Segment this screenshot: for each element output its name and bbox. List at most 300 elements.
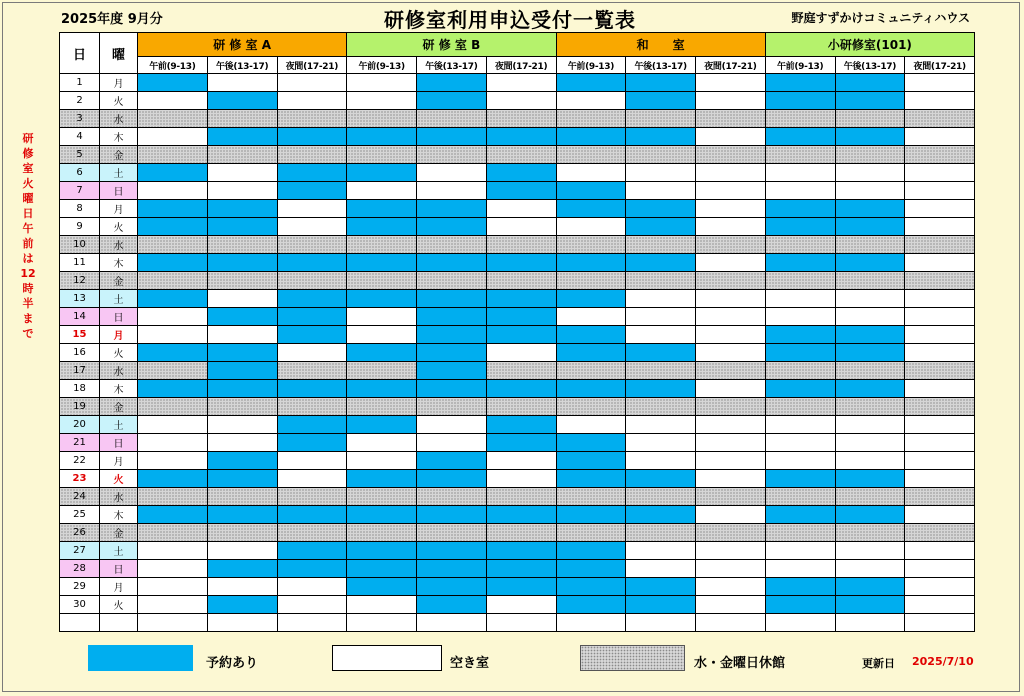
slot-cell-closed xyxy=(347,272,417,290)
slot-cell-closed xyxy=(835,488,905,506)
day-cell: 9 xyxy=(60,218,100,236)
slot-cell-booked xyxy=(486,164,556,182)
slot-cell-free xyxy=(556,92,626,110)
slot-cell-booked xyxy=(138,74,208,92)
slot-cell-free xyxy=(696,200,766,218)
slot-cell-booked xyxy=(556,128,626,146)
slot-cell-free xyxy=(696,92,766,110)
slot-cell-free xyxy=(696,218,766,236)
day-cell: 10 xyxy=(60,236,100,254)
slot-cell-free xyxy=(626,308,696,326)
slot-cell-free xyxy=(277,470,347,488)
table-row xyxy=(60,146,975,164)
slot-cell-booked xyxy=(835,380,905,398)
slot-cell-booked xyxy=(417,560,487,578)
slot-cell-closed xyxy=(905,362,975,380)
day-cell: 17 xyxy=(60,362,100,380)
legend-closed-label: 水・金曜日休館 xyxy=(694,656,786,671)
weekday-cell: 火 xyxy=(100,344,138,362)
slot-cell-booked xyxy=(835,344,905,362)
slot-cell-free xyxy=(277,218,347,236)
slot-cell-booked xyxy=(835,254,905,272)
slot-cell-free xyxy=(765,434,835,452)
slot-cell-booked xyxy=(277,254,347,272)
slot-cell-booked xyxy=(277,326,347,344)
table-row xyxy=(60,452,975,470)
slot-cell-free xyxy=(207,326,277,344)
slot-cell-free xyxy=(696,344,766,362)
slot-cell-booked xyxy=(835,470,905,488)
room-header-small-101: 小研修室(101) xyxy=(765,33,974,57)
slot-cell-booked xyxy=(417,506,487,524)
table-row xyxy=(60,470,975,488)
slot-cell-booked xyxy=(556,290,626,308)
slot-cell-closed xyxy=(138,362,208,380)
slot-cell-closed xyxy=(696,110,766,128)
slot-cell-closed xyxy=(556,110,626,128)
slot-cell-free xyxy=(417,416,487,434)
slot-cell-free xyxy=(696,416,766,434)
slot-cell-free xyxy=(696,254,766,272)
day-cell: 18 xyxy=(60,380,100,398)
slot-cell-free xyxy=(835,452,905,470)
slot-cell-free xyxy=(486,452,556,470)
slot-cell-closed xyxy=(347,362,417,380)
room-header-b: 研 修 室 B xyxy=(347,33,556,57)
slot-cell-free xyxy=(626,434,696,452)
slot-cell-free xyxy=(835,560,905,578)
slot-cell-free xyxy=(696,290,766,308)
slot-cell-closed xyxy=(138,272,208,290)
slot-cell-booked xyxy=(835,74,905,92)
slot-cell-booked xyxy=(207,560,277,578)
day-cell: 30 xyxy=(60,596,100,614)
slot-cell-closed xyxy=(696,236,766,254)
slot-cell-free xyxy=(207,416,277,434)
slot-cell-closed xyxy=(556,272,626,290)
slot-cell-booked xyxy=(765,254,835,272)
day-cell: 13 xyxy=(60,290,100,308)
slot-cell-booked xyxy=(207,254,277,272)
slot-cell-closed xyxy=(905,488,975,506)
slot-cell-free xyxy=(696,182,766,200)
table-row xyxy=(60,434,975,452)
slot-cell-booked xyxy=(417,362,487,380)
day-cell: 16 xyxy=(60,344,100,362)
slot-cell-closed xyxy=(417,488,487,506)
slot-cell-closed xyxy=(277,110,347,128)
weekday-cell: 木 xyxy=(100,506,138,524)
table-row xyxy=(60,182,975,200)
slot-cell-free xyxy=(347,452,417,470)
table-row xyxy=(60,326,975,344)
slot-cell-booked xyxy=(138,218,208,236)
slot-cell-free xyxy=(835,308,905,326)
slot-cell-closed xyxy=(277,272,347,290)
slot-cell-free xyxy=(835,164,905,182)
slot-cell-free xyxy=(138,416,208,434)
slot-cell-free xyxy=(417,614,487,632)
slot-cell-free xyxy=(905,416,975,434)
slot-cell-booked xyxy=(207,380,277,398)
slot-cell-free xyxy=(905,470,975,488)
day-cell: 26 xyxy=(60,524,100,542)
slot-cell-free xyxy=(347,326,417,344)
slot-cell-free xyxy=(835,434,905,452)
day-cell: 12 xyxy=(60,272,100,290)
slot-cell-free xyxy=(905,344,975,362)
table-row xyxy=(60,92,975,110)
slot-cell-booked xyxy=(417,470,487,488)
table-row xyxy=(60,308,975,326)
slot-cell-booked xyxy=(765,506,835,524)
slot-cell-closed xyxy=(207,272,277,290)
table-row xyxy=(60,272,975,290)
slot-cell-closed xyxy=(765,398,835,416)
table-row xyxy=(60,542,975,560)
slot-cell-free xyxy=(765,560,835,578)
slot-cell-closed xyxy=(347,236,417,254)
slot-cell-free xyxy=(138,578,208,596)
slot-cell-free xyxy=(556,164,626,182)
slot-cell-closed xyxy=(347,110,417,128)
day-cell: 6 xyxy=(60,164,100,182)
slot-cell-free xyxy=(765,182,835,200)
weekday-cell: 金 xyxy=(100,146,138,164)
table-row xyxy=(60,506,975,524)
slot-cell-booked xyxy=(347,200,417,218)
slot-cell-booked xyxy=(277,434,347,452)
slot-cell-booked xyxy=(556,596,626,614)
slot-cell-free xyxy=(556,218,626,236)
slot-cell-free xyxy=(696,308,766,326)
day-cell: 27 xyxy=(60,542,100,560)
slot-cell-closed xyxy=(835,146,905,164)
weekday-cell: 金 xyxy=(100,272,138,290)
slot-cell-free xyxy=(626,614,696,632)
slot-cell-closed xyxy=(138,524,208,542)
slot-cell-closed xyxy=(417,398,487,416)
slot-cell-closed xyxy=(835,362,905,380)
slot-cell-free xyxy=(696,560,766,578)
slot-cell-booked xyxy=(207,362,277,380)
slot-header: 午前(9-13) xyxy=(556,57,626,74)
slot-cell-booked xyxy=(626,380,696,398)
slot-cell-booked xyxy=(417,308,487,326)
slot-cell-closed xyxy=(138,488,208,506)
slot-cell-booked xyxy=(486,506,556,524)
slot-cell-closed xyxy=(905,524,975,542)
slot-cell-free xyxy=(696,542,766,560)
slot-cell-booked xyxy=(626,596,696,614)
slot-cell-closed xyxy=(207,236,277,254)
slot-cell-free xyxy=(696,578,766,596)
slot-cell-booked xyxy=(835,596,905,614)
slot-cell-closed xyxy=(486,146,556,164)
slot-cell-booked xyxy=(556,326,626,344)
slot-cell-booked xyxy=(765,218,835,236)
slot-cell-free xyxy=(207,290,277,308)
slot-cell-free xyxy=(905,380,975,398)
slot-cell-booked xyxy=(626,344,696,362)
table-row xyxy=(60,254,975,272)
table-row xyxy=(60,488,975,506)
table-row xyxy=(60,380,975,398)
updated-label: 更新日 xyxy=(862,657,895,670)
slot-cell-booked xyxy=(277,164,347,182)
slot-cell-booked xyxy=(347,542,417,560)
slot-cell-closed xyxy=(835,272,905,290)
slot-cell-booked xyxy=(347,560,417,578)
slot-cell-closed xyxy=(626,146,696,164)
slot-cell-closed xyxy=(765,236,835,254)
slot-header: 午後(13-17) xyxy=(417,57,487,74)
slot-cell-free xyxy=(696,452,766,470)
slot-cell-booked xyxy=(486,416,556,434)
slot-cell-booked xyxy=(277,182,347,200)
slot-cell-booked xyxy=(207,308,277,326)
slot-cell-booked xyxy=(417,326,487,344)
weekday-cell: 火 xyxy=(100,218,138,236)
slot-cell-booked xyxy=(347,218,417,236)
slot-cell-closed xyxy=(207,110,277,128)
slot-cell-free xyxy=(207,578,277,596)
slot-cell-booked xyxy=(765,128,835,146)
slot-cell-free xyxy=(486,470,556,488)
weekday-cell: 金 xyxy=(100,524,138,542)
slot-cell-booked xyxy=(486,542,556,560)
slot-cell-free xyxy=(347,92,417,110)
slot-cell-closed xyxy=(486,236,556,254)
slot-cell-closed xyxy=(486,524,556,542)
slot-cell-free xyxy=(905,92,975,110)
slot-cell-free xyxy=(207,434,277,452)
side-note: 研 修 室 火 曜 日 午 前 は 12 時 半 ま で xyxy=(20,132,36,340)
slot-cell-free xyxy=(207,74,277,92)
slot-cell-free xyxy=(835,614,905,632)
slot-cell-booked xyxy=(347,470,417,488)
slot-header: 午前(9-13) xyxy=(138,57,208,74)
table-row xyxy=(60,218,975,236)
slot-cell-booked xyxy=(417,200,487,218)
slot-cell-closed xyxy=(347,524,417,542)
slot-cell-closed xyxy=(277,362,347,380)
slot-cell-booked xyxy=(207,470,277,488)
weekday-cell: 月 xyxy=(100,578,138,596)
slot-cell-closed xyxy=(417,524,487,542)
weekday-cell: 火 xyxy=(100,470,138,488)
slot-cell-closed xyxy=(765,110,835,128)
slot-cell-free xyxy=(696,326,766,344)
slot-cell-free xyxy=(486,218,556,236)
slot-cell-closed xyxy=(486,272,556,290)
slot-cell-free xyxy=(277,344,347,362)
slot-cell-free xyxy=(835,416,905,434)
slot-cell-booked xyxy=(556,578,626,596)
weekday-cell: 日 xyxy=(100,308,138,326)
slot-cell-booked xyxy=(765,380,835,398)
slot-cell-free xyxy=(486,92,556,110)
slot-cell-booked xyxy=(138,290,208,308)
slot-cell-closed xyxy=(835,110,905,128)
slot-cell-booked xyxy=(835,326,905,344)
slot-cell-closed xyxy=(905,398,975,416)
slot-cell-free xyxy=(626,560,696,578)
slot-cell-booked xyxy=(207,128,277,146)
slot-cell-booked xyxy=(347,128,417,146)
slot-cell-booked xyxy=(486,182,556,200)
slot-cell-free xyxy=(138,182,208,200)
slot-header: 午前(9-13) xyxy=(765,57,835,74)
slot-cell-booked xyxy=(486,560,556,578)
slot-cell-closed xyxy=(277,488,347,506)
slot-cell-booked xyxy=(556,380,626,398)
slot-cell-closed xyxy=(905,146,975,164)
table-row xyxy=(60,362,975,380)
slot-cell-free xyxy=(626,182,696,200)
slot-cell-free xyxy=(556,308,626,326)
slot-cell-free xyxy=(905,542,975,560)
slot-cell-closed xyxy=(486,488,556,506)
slot-cell-booked xyxy=(347,164,417,182)
slot-cell-booked xyxy=(626,254,696,272)
slot-cell-booked xyxy=(138,164,208,182)
slot-cell-free xyxy=(138,542,208,560)
slot-cell-free xyxy=(347,434,417,452)
slot-cell-booked xyxy=(417,542,487,560)
slot-cell-free xyxy=(905,452,975,470)
slot-cell-closed xyxy=(138,146,208,164)
slot-cell-booked xyxy=(417,452,487,470)
weekday-cell: 土 xyxy=(100,542,138,560)
slot-cell-booked xyxy=(765,200,835,218)
weekday-cell: 月 xyxy=(100,452,138,470)
slot-cell-booked xyxy=(556,560,626,578)
slot-cell-closed xyxy=(347,488,417,506)
weekday-cell: 水 xyxy=(100,488,138,506)
table-row xyxy=(60,128,975,146)
slot-cell-booked xyxy=(556,344,626,362)
slot-cell-free xyxy=(347,308,417,326)
day-cell: 1 xyxy=(60,74,100,92)
slot-cell-closed xyxy=(347,398,417,416)
slot-cell-booked xyxy=(765,74,835,92)
slot-cell-booked xyxy=(556,452,626,470)
table-row xyxy=(60,200,975,218)
slot-cell-closed xyxy=(556,362,626,380)
slot-cell-free xyxy=(138,326,208,344)
weekday-cell: 木 xyxy=(100,254,138,272)
day-cell: 8 xyxy=(60,200,100,218)
weekday-cell: 日 xyxy=(100,560,138,578)
slot-cell-booked xyxy=(556,74,626,92)
slot-cell-free xyxy=(556,614,626,632)
slot-cell-booked xyxy=(207,506,277,524)
table-row xyxy=(60,596,975,614)
slot-cell-free xyxy=(207,614,277,632)
slot-cell-free xyxy=(696,128,766,146)
period-label: 2025年度 9月分 xyxy=(61,12,163,27)
slot-cell-booked xyxy=(138,344,208,362)
slot-cell-booked xyxy=(835,506,905,524)
slot-cell-free xyxy=(138,308,208,326)
slot-cell-free xyxy=(696,74,766,92)
slot-cell-booked xyxy=(486,380,556,398)
slot-cell-booked xyxy=(347,416,417,434)
slot-cell-booked xyxy=(765,326,835,344)
slot-cell-closed xyxy=(835,398,905,416)
day-cell: 28 xyxy=(60,560,100,578)
slot-cell-free xyxy=(277,452,347,470)
day-cell: 23 xyxy=(60,470,100,488)
slot-cell-free xyxy=(138,596,208,614)
weekday-cell: 土 xyxy=(100,290,138,308)
slot-cell-free xyxy=(277,596,347,614)
legend-free-swatch xyxy=(332,645,442,671)
slot-cell-closed xyxy=(347,146,417,164)
room-header-a: 研 修 室 A xyxy=(138,33,347,57)
page-title: 研修室利用申込受付一覧表 xyxy=(384,8,636,32)
day-cell: 24 xyxy=(60,488,100,506)
table-row xyxy=(60,578,975,596)
slot-header: 午後(13-17) xyxy=(626,57,696,74)
slot-cell-free xyxy=(277,74,347,92)
slot-cell-booked xyxy=(765,92,835,110)
table-row xyxy=(60,560,975,578)
weekday-header: 曜 xyxy=(100,33,138,74)
table-row xyxy=(60,398,975,416)
slot-cell-free xyxy=(696,470,766,488)
slot-cell-free xyxy=(905,434,975,452)
slot-cell-booked xyxy=(417,578,487,596)
slot-cell-free xyxy=(905,254,975,272)
slot-cell-closed xyxy=(207,488,277,506)
slot-cell-free xyxy=(696,506,766,524)
weekday-cell: 木 xyxy=(100,380,138,398)
slot-cell-closed xyxy=(696,272,766,290)
slot-cell-booked xyxy=(277,308,347,326)
slot-cell-booked xyxy=(417,596,487,614)
reservation-table xyxy=(59,32,975,632)
slot-cell-free xyxy=(486,614,556,632)
slot-cell-free xyxy=(905,218,975,236)
slot-cell-free xyxy=(347,74,417,92)
slot-cell-free xyxy=(905,164,975,182)
day-cell: 4 xyxy=(60,128,100,146)
slot-cell-closed xyxy=(765,524,835,542)
slot-cell-booked xyxy=(556,182,626,200)
slot-cell-free xyxy=(486,200,556,218)
slot-cell-booked xyxy=(277,542,347,560)
slot-cell-closed xyxy=(626,398,696,416)
slot-cell-free xyxy=(417,164,487,182)
table-row xyxy=(60,110,975,128)
slot-cell-free xyxy=(905,506,975,524)
slot-cell-free xyxy=(486,596,556,614)
slot-cell-booked xyxy=(556,434,626,452)
day-cell: 3 xyxy=(60,110,100,128)
slot-header: 夜間(17-21) xyxy=(486,57,556,74)
slot-cell-free xyxy=(486,344,556,362)
day-cell: 19 xyxy=(60,398,100,416)
slot-cell-free xyxy=(626,164,696,182)
slot-cell-closed xyxy=(696,524,766,542)
legend-free-label: 空き室 xyxy=(450,656,490,671)
slot-cell-free xyxy=(696,434,766,452)
weekday-cell: 火 xyxy=(100,596,138,614)
slot-cell-booked xyxy=(347,290,417,308)
slot-cell-closed xyxy=(207,398,277,416)
